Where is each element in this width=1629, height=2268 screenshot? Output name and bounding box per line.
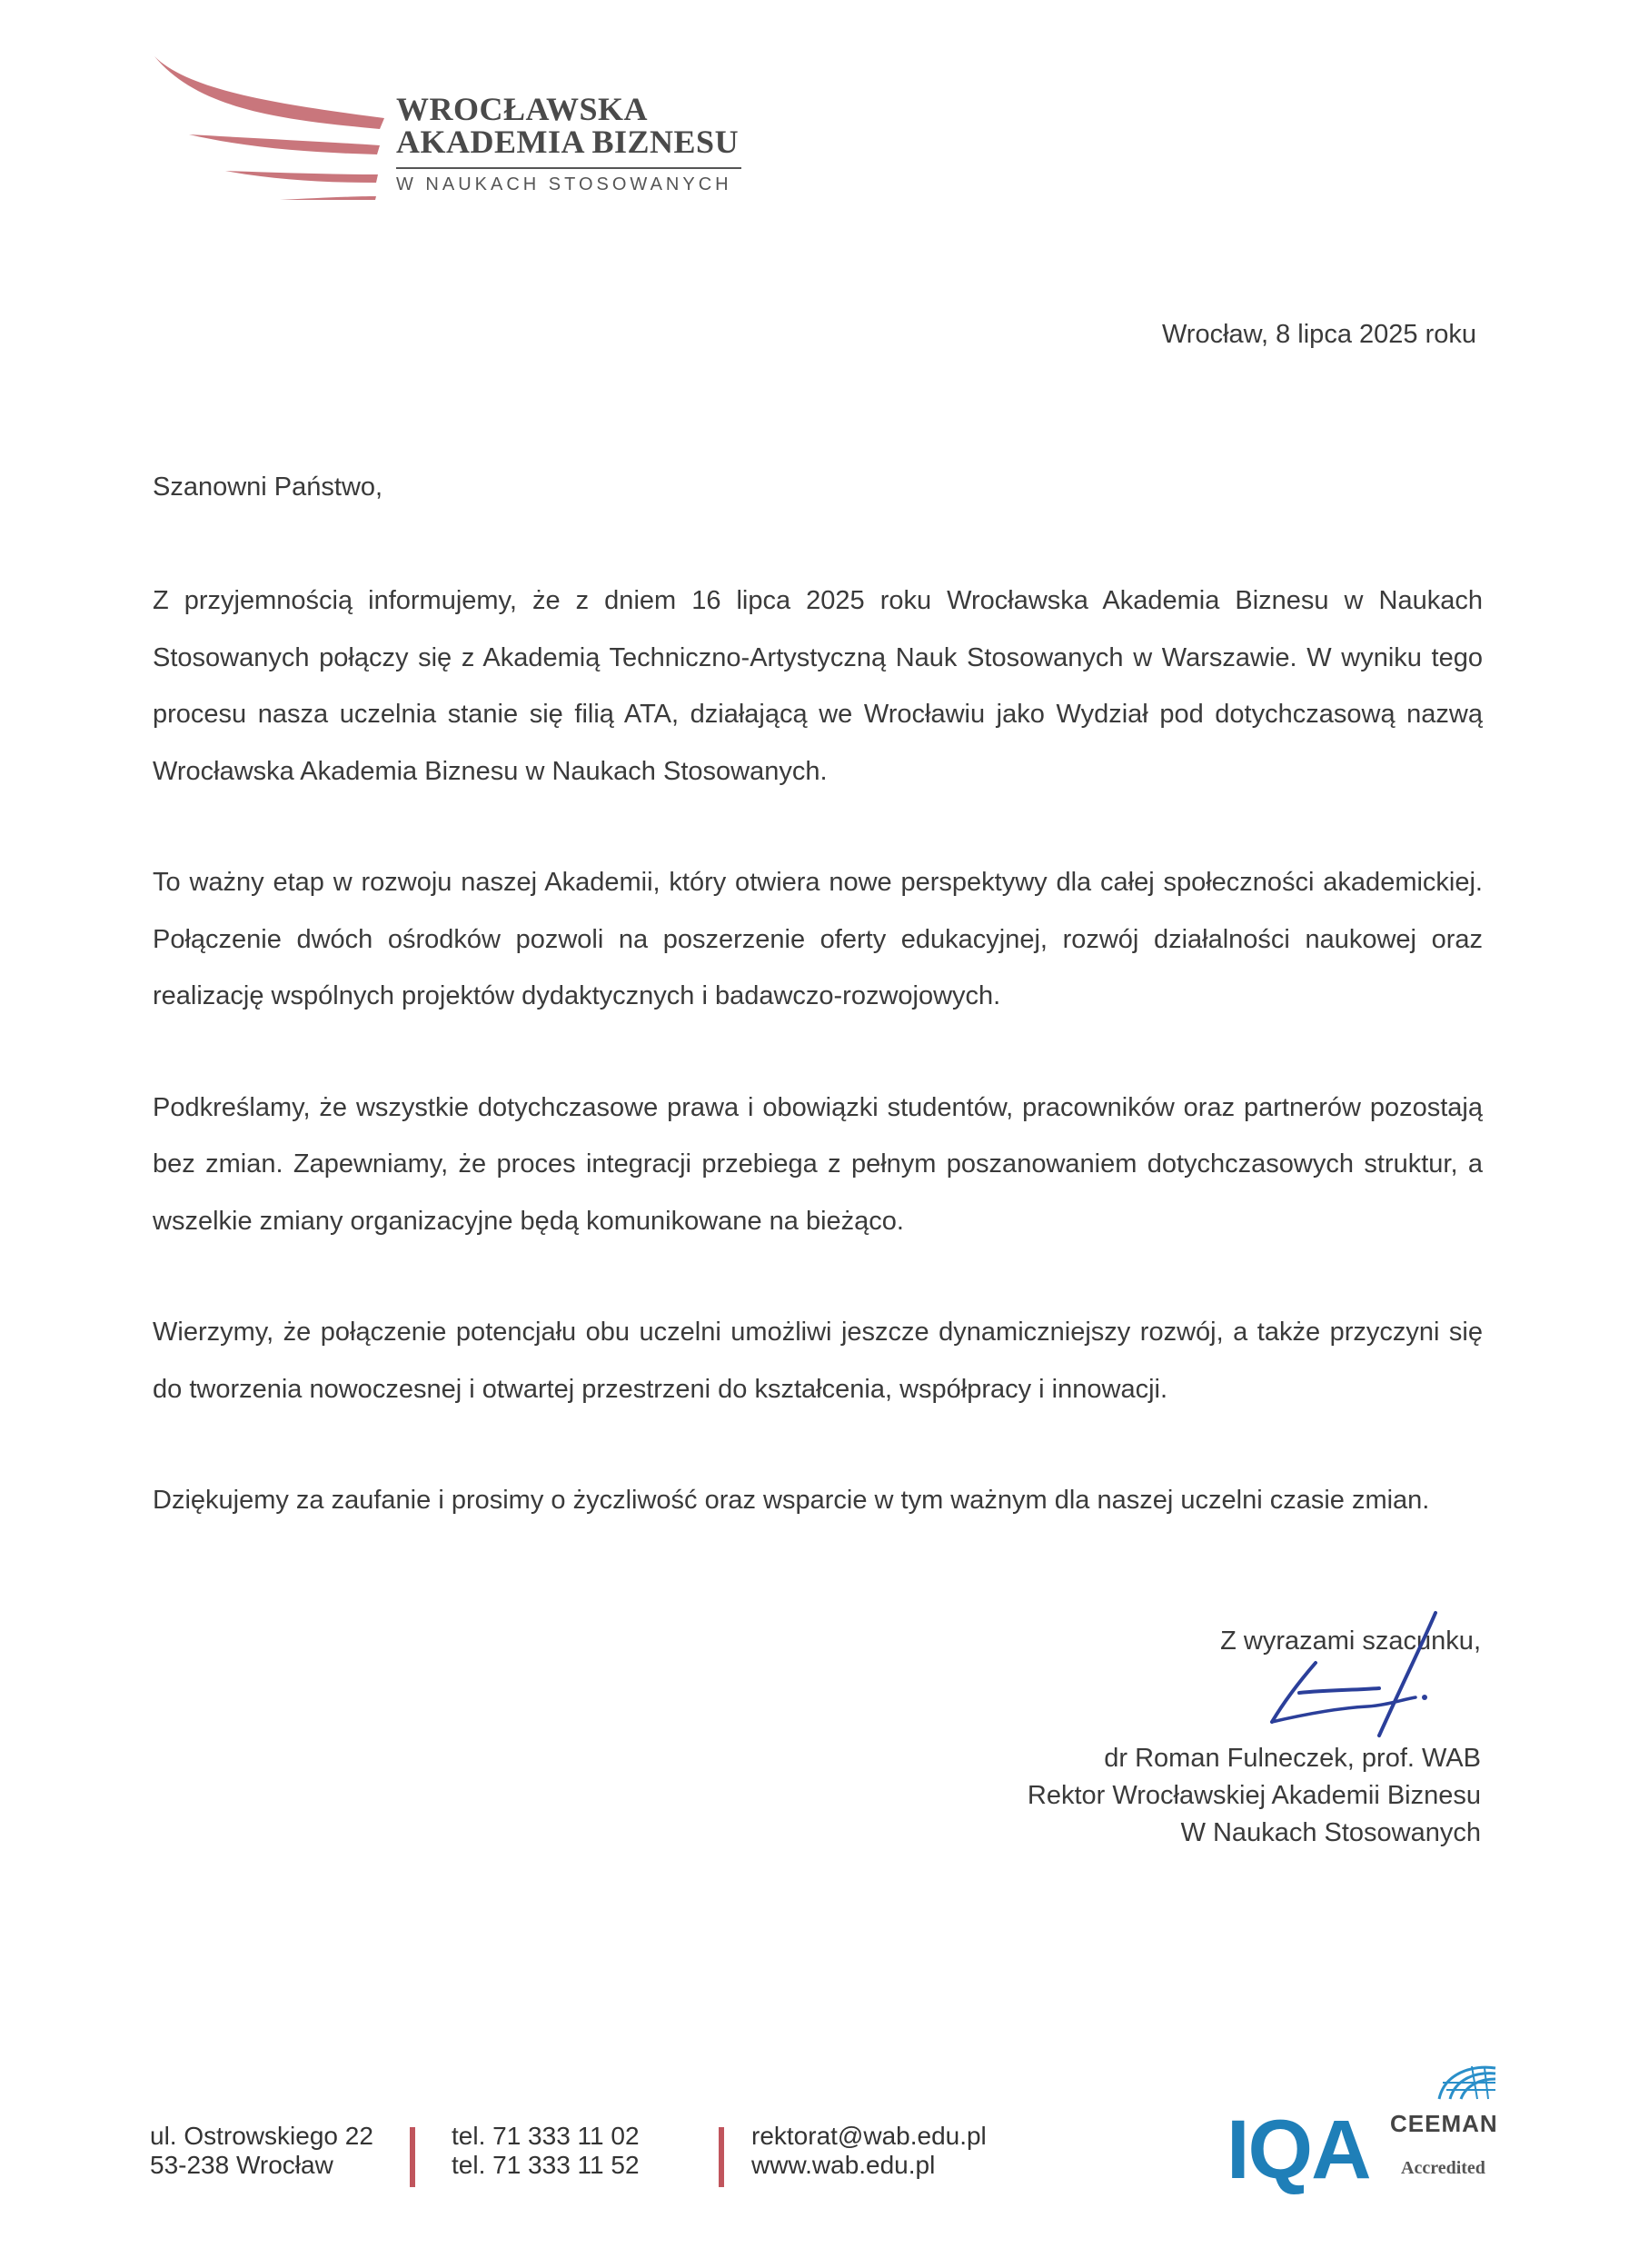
greeting: Szanowni Państwo, <box>153 472 383 502</box>
phone-2: tel. 71 333 11 52 <box>452 2151 640 2179</box>
logo-title-line2: AKADEMIA BIZNESU <box>396 124 740 160</box>
address-street: ul. Ostrowskiego 22 <box>150 2122 373 2150</box>
footer-contact <box>724 2122 987 2180</box>
website-link[interactable]: www.wab.edu.pl <box>751 2151 936 2179</box>
email-link[interactable]: rektorat@wab.edu.pl <box>751 2122 987 2150</box>
university-logo <box>153 55 770 209</box>
wing-logo-icon <box>153 55 398 200</box>
signer-title-line1: Rektor Wrocławskiej Akademii Biznesu <box>1027 1781 1481 1810</box>
signer-title-line2: W Naukach Stosowanych <box>1180 1818 1481 1847</box>
ceeman-globe-icon <box>1435 2063 1499 2103</box>
footer-phones <box>452 2122 640 2180</box>
logo-subtitle: W NAUKACH STOSOWANYCH <box>396 167 741 195</box>
letter-date: Wrocław, 8 lipca 2025 roku <box>1161 320 1476 349</box>
signer-name: dr Roman Fulneczek, prof. WAB <box>1104 1744 1481 1773</box>
paragraph-2: To ważny etap w rozwoju naszej Akademii, który otwiera nowe perspektywy dla całej społeczności akademickiej. Połączenie dwóch ośrodków pozwoli na poszerzenie oferty edukacyjnej, rozwój działalności naukowej oraz realizację wspólnych projektów dydaktycznych i badawczo-rozwojowych. <box>153 868 1483 1010</box>
address-city: 53-238 Wrocław <box>150 2151 333 2179</box>
closing-phrase: Z wyrazami szacunku, <box>1220 1626 1481 1656</box>
signer-block <box>1028 1740 1481 1852</box>
paragraph-3: Podkreślamy, że wszystkie dotychczasowe prawa i obowiązki studentów, pracowników oraz partnerów pozostają bez zmian. Zapewniamy, że proces integracji przebiega z pełnym poszanowaniem dotychczasowych struktur, a wszelkie zmiany organizacyjne będą komunikowane na bieżąco. <box>153 1092 1483 1236</box>
accredited-label: Accredited <box>1401 2158 1485 2178</box>
ceeman-label: CEEMAN <box>1390 2110 1498 2137</box>
phone-1: tel. 71 333 11 02 <box>452 2122 640 2150</box>
footer-divider <box>410 2127 415 2187</box>
iqa-logo-text: IQA <box>1227 2104 1370 2196</box>
paragraph-1: Z przyjemnością informujemy, że z dniem 16 lipca 2025 roku Wrocławska Akademia Biznesu w Naukach Stosowanych połączy się z Akademią Techniczno-Artystyczną Nauk Stosowanych w Warszawie. W wyniku tego procesu nasza uczelnia stanie się filią ATA, działającą we Wrocławiu jako Wydział pod dotychczasową nazwą Wrocławska Akademia Biznesu w Naukach Stosowanych. <box>153 586 1483 786</box>
paragraph-4: Wierzymy, że połączenie potencjału obu uczelni umożliwi jeszcze dynamiczniejszy rozwój, a także przyczyni się do tworzenia nowoczesnej i otwartej przestrzeni do kształcenia, współpracy i innowacji. <box>153 1318 1483 1404</box>
paragraph-5: Dziękujemy za zaufanie i prosimy o życzliwość oraz wsparcie w tym ważnym dla naszej uczelni czasie zmian. <box>153 1486 1430 1515</box>
footer-address <box>150 2122 373 2180</box>
logo-title-line1: WROCŁAWSKA <box>396 91 649 127</box>
letter-body <box>153 572 1483 1584</box>
handwritten-signature <box>1217 1608 1454 1754</box>
iqa-ceeman-badge <box>1227 2063 1508 2199</box>
